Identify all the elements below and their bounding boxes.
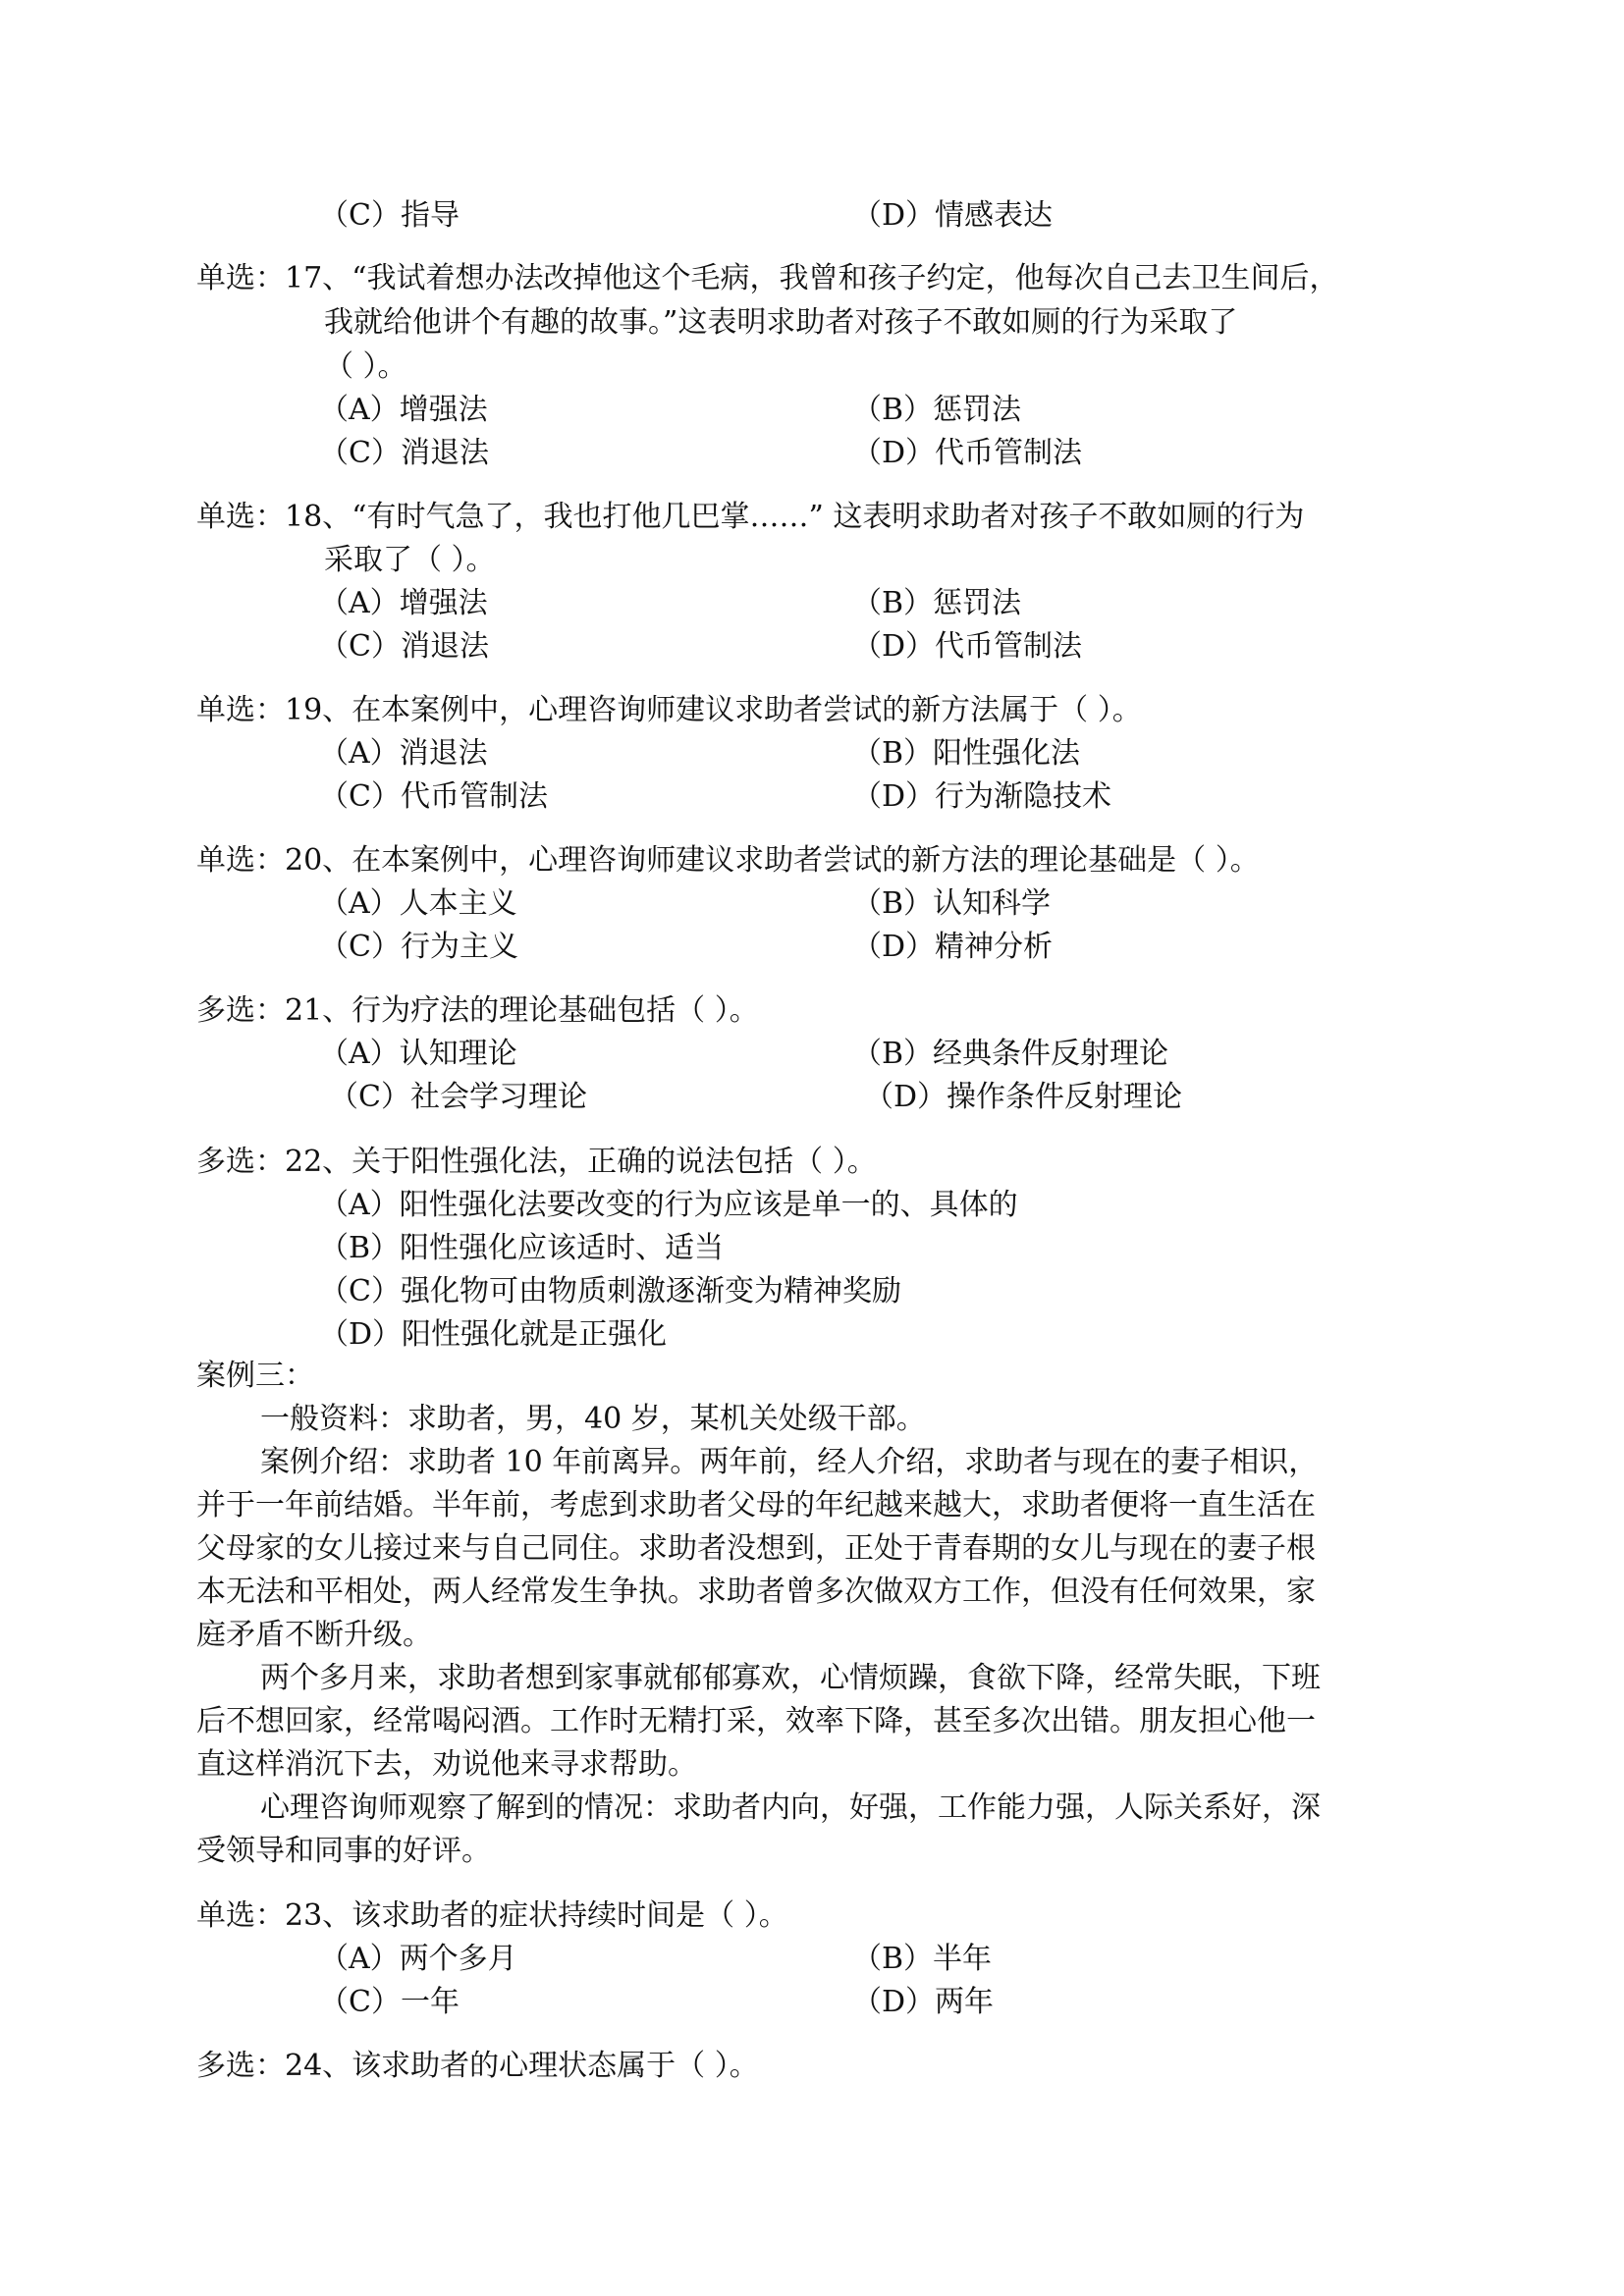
q20-type: 单选： (196, 843, 285, 878)
q21-stem: 多选：21、行为疗法的理论基础包括（ ）。 (196, 993, 759, 1028)
case3-para2-line: 直这样消沉下去，劝说他来寻求帮助。 (196, 1747, 697, 1782)
q23-option-a: （A）两个多月 (319, 1942, 517, 1976)
q17-option-c: （C）消退法 (319, 436, 489, 470)
q21-option-d: （D）操作条件反射理论 (864, 1080, 1183, 1114)
q17-option-a: （A）增强法 (319, 393, 488, 427)
q22-option-a: （A）阳性强化法要改变的行为应该是单一的、具体的 (319, 1188, 1018, 1222)
case3-para3-line: 受领导和同事的好评。 (196, 1834, 491, 1868)
q18-type: 单选： (196, 500, 285, 534)
case3-intro-line: 案例介绍：求助者 10 年前离异。两年前，经人介绍，求助者与现在的妻子相识， (260, 1445, 1319, 1479)
q22-type: 多选： (196, 1145, 285, 1179)
q19-stem: 单选：19、在本案例中，心理咨询师建议求助者尝试的新方法属于（ ）。 (196, 693, 1142, 727)
q19-option-c: （C）代币管制法 (319, 779, 548, 814)
q19-type: 单选： (196, 693, 285, 727)
q21-option-c: （C）社会学习理论 (329, 1080, 587, 1114)
q18-option-d: （D）代币管制法 (852, 629, 1083, 664)
q19-option-d: （D）行为渐隐技术 (852, 779, 1112, 814)
q22-stem: 多选：22、关于阳性强化法，正确的说法包括（ ）。 (196, 1145, 877, 1179)
case3-intro-line: 庭矛盾不断升级。 (196, 1618, 432, 1652)
q22-option-b: （B）阳性强化应该适时、适当 (319, 1231, 725, 1265)
q17-stem-line1: 单选：17、“我试着想办法改掉他这个毛病，我曾和孩子约定，他每次自己去卫生间后， (196, 261, 1339, 295)
q17-stem-line3: （ ）。 (324, 349, 407, 384)
q23-stem: 单选：23、该求助者的症状持续时间是（ ）。 (196, 1898, 788, 1933)
q16-option-d: （D）情感表达 (852, 198, 1054, 233)
q20-option-b: （B）认知科学 (852, 886, 1052, 921)
case3-para2-line: 后不想回家，经常喝闷酒。工作时无精打采，效率下降，甚至多次出错。朋友担心他一 (196, 1704, 1316, 1738)
q22-option-c: （C）强化物可由物质刺激逐渐变为精神奖励 (319, 1274, 901, 1308)
q21-option-a: （A）认知理论 (319, 1037, 517, 1071)
q21-option-b: （B）经典条件反射理论 (852, 1037, 1169, 1071)
q23-type: 单选： (196, 1898, 285, 1933)
case3-title: 案例三： (196, 1359, 314, 1393)
q18-option-b: （B）惩罚法 (852, 586, 1022, 620)
q17-stem-line2: 我就给他讲个有趣的故事。”这表明求助者对孩子不敢如厕的行为采取了 (324, 305, 1238, 340)
case3-para3-line: 心理咨询师观察了解到的情况：求助者内向，好强，工作能力强，人际关系好，深 (260, 1790, 1321, 1825)
q23-option-c: （C）一年 (319, 1985, 460, 2019)
q18-option-c: （C）消退法 (319, 629, 489, 664)
q18-stem-line2: 采取了（ ）。 (324, 543, 496, 577)
q24-stem: 多选：24、该求助者的心理状态属于（ ）。 (196, 2049, 759, 2083)
case3-general-info: 一般资料：求助者，男，40 岁，某机关处级干部。 (260, 1402, 926, 1436)
q16-option-c: （C）指导 (319, 198, 460, 233)
case3-intro-line: 并于一年前结婚。半年前，考虑到求助者父母的年纪越来越大，求助者便将一直生活在 (196, 1488, 1316, 1522)
case3-para2-line: 两个多月来，求助者想到家事就郁郁寡欢，心情烦躁，食欲下降，经常失眠，下班 (260, 1661, 1321, 1695)
q17-type: 单选： (196, 261, 285, 295)
q23-option-b: （B）半年 (852, 1942, 993, 1976)
q19-option-a: （A）消退法 (319, 736, 488, 771)
q20-option-d: （D）精神分析 (852, 930, 1054, 964)
q20-stem: 单选：20、在本案例中，心理咨询师建议求助者尝试的新方法的理论基础是（ ）。 (196, 843, 1260, 878)
q20-option-c: （C）行为主义 (319, 930, 518, 964)
q18-stem-line1: 单选：18、“有时气急了，我也打他几巴掌……” 这表明求助者对孩子不敢如厕的行为 (196, 500, 1305, 534)
q18-option-a: （A）增强法 (319, 586, 488, 620)
q24-type: 多选： (196, 2049, 285, 2083)
q19-option-b: （B）阳性强化法 (852, 736, 1081, 771)
q17-option-b: （B）惩罚法 (852, 393, 1022, 427)
q17-option-d: （D）代币管制法 (852, 436, 1083, 470)
q23-option-d: （D）两年 (852, 1985, 995, 2019)
q22-option-d: （D）阳性强化就是正强化 (319, 1317, 668, 1352)
case3-intro-line: 父母家的女儿接过来与自己同住。求助者没想到，正处于青春期的女儿与现在的妻子根 (196, 1531, 1316, 1566)
q21-type: 多选： (196, 993, 285, 1028)
q20-option-a: （A）人本主义 (319, 886, 517, 921)
case3-intro-line: 本无法和平相处，两人经常发生争执。求助者曾多次做双方工作，但没有任何效果，家 (196, 1575, 1316, 1609)
